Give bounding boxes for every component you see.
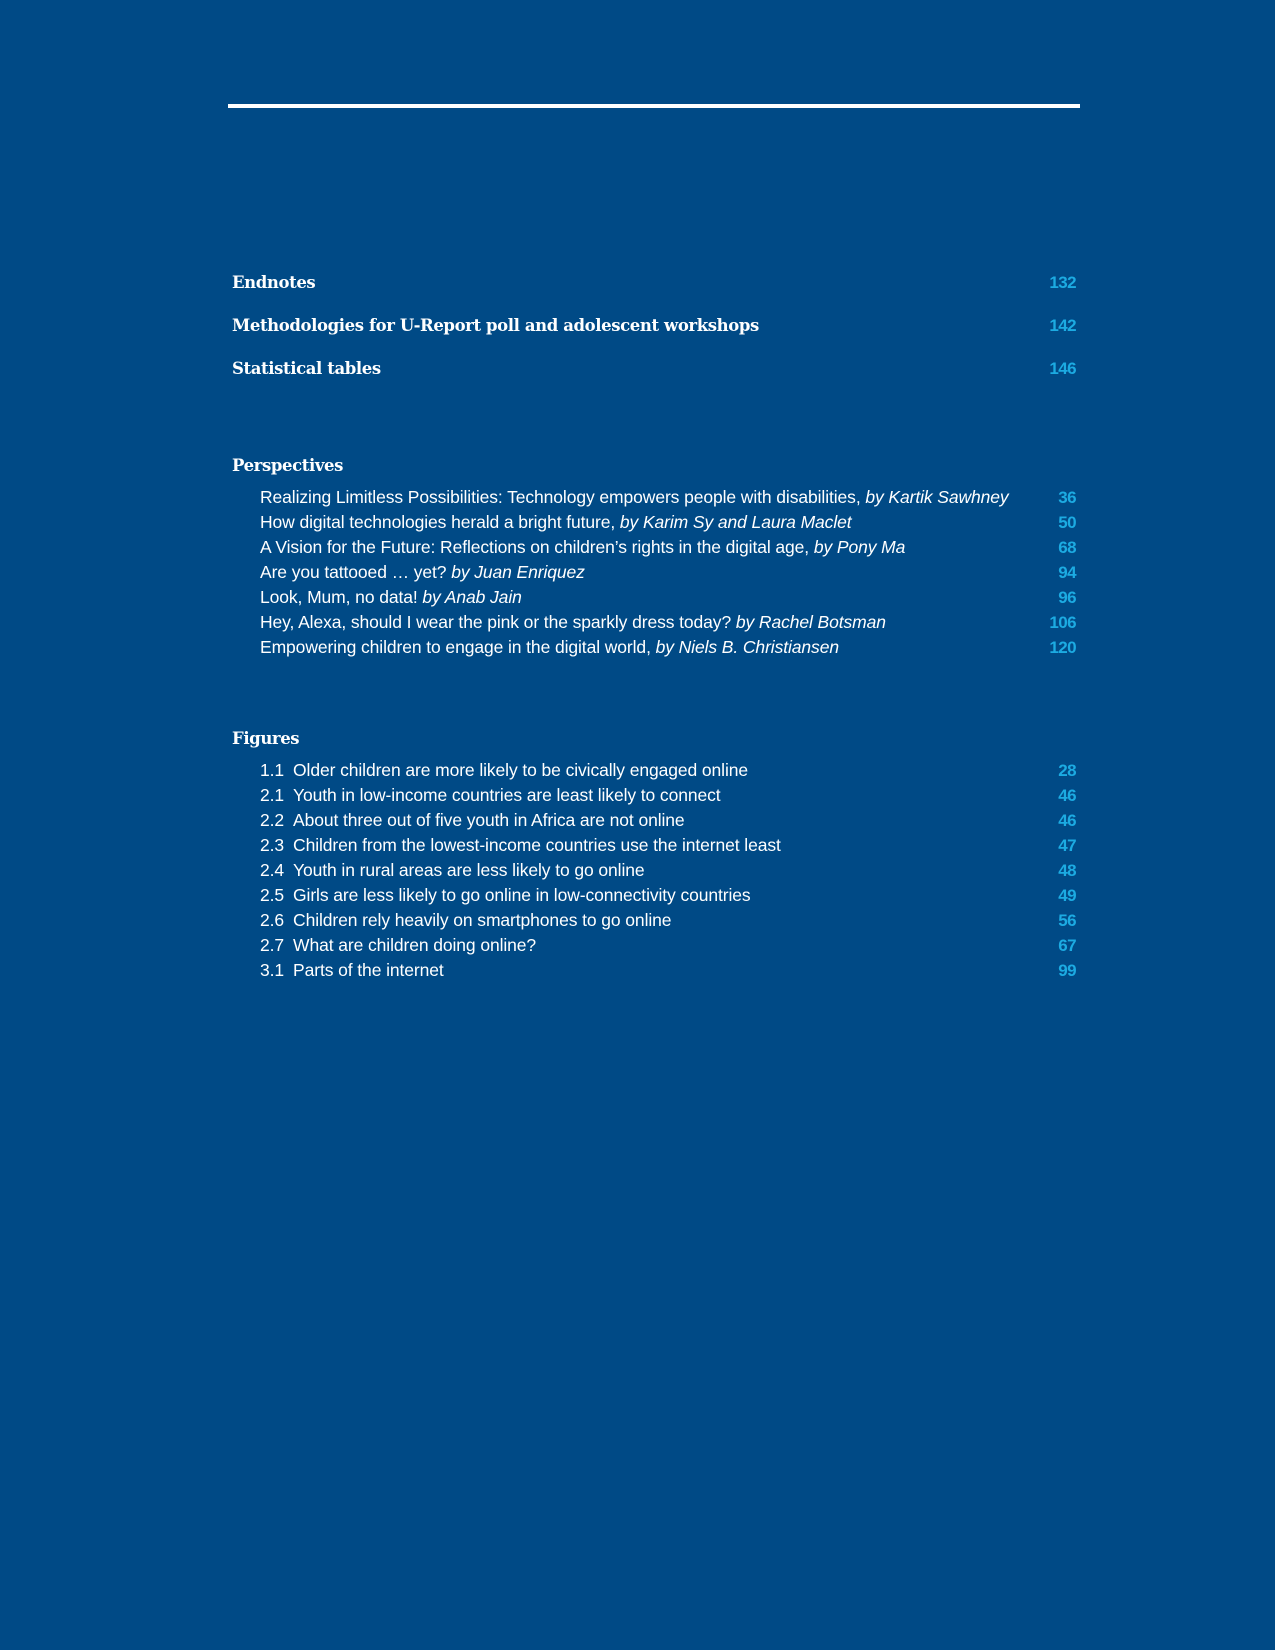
figure-number: 3.1 (260, 960, 285, 980)
list-item[interactable] (260, 908, 1076, 933)
list-item[interactable] (260, 783, 1076, 808)
item-page: 106 (1049, 613, 1076, 632)
item-title: Children rely heavily on smartphones to go online (293, 910, 672, 930)
list-item[interactable] (260, 485, 1076, 510)
item-text (260, 808, 685, 833)
item-title: Realizing Limitless Possibilities: Technology empowers people with disabilities, (260, 487, 866, 507)
figure-number: 2.2 (260, 810, 285, 830)
perspectives-list (260, 485, 1076, 660)
entry-page: 132 (1049, 273, 1076, 292)
item-text (260, 908, 671, 933)
entry-title: Endnotes (232, 273, 316, 292)
item-title: Empowering children to engage in the digital world, (260, 637, 656, 657)
list-item[interactable] (260, 560, 1076, 585)
item-text (260, 610, 886, 635)
item-text (260, 883, 751, 908)
item-title: About three out of five youth in Africa are not online (293, 810, 685, 830)
list-item[interactable] (260, 635, 1076, 660)
item-title: Youth in rural areas are less likely to go online (293, 860, 645, 880)
list-item[interactable] (260, 535, 1076, 560)
toc-entry-methodologies[interactable] (232, 316, 1076, 336)
item-page: 67 (1058, 936, 1076, 955)
item-page: 99 (1058, 961, 1076, 980)
item-title: Older children are more likely to be civically engaged online (293, 760, 749, 780)
item-author: by Anab Jain (422, 587, 522, 607)
list-item[interactable] (260, 933, 1076, 958)
list-item[interactable] (260, 610, 1076, 635)
item-title: Parts of the internet (293, 960, 444, 980)
item-page: 46 (1058, 811, 1076, 830)
entry-page: 142 (1049, 316, 1076, 335)
item-title: Girls are less likely to go online in low-connectivity countries (293, 885, 751, 905)
item-author: by Kartik Sawhney (865, 487, 1009, 507)
item-page: 47 (1058, 836, 1076, 855)
entry-page: 146 (1049, 359, 1076, 378)
item-title: Are you tattooed … yet? (260, 562, 452, 582)
item-author: by Pony Ma (813, 537, 906, 557)
toc-entry-statistical-tables[interactable] (232, 359, 1076, 379)
item-page: 46 (1058, 786, 1076, 805)
item-text (260, 833, 781, 858)
item-author: by Juan Enriquez (451, 562, 585, 582)
item-title: Hey, Alexa, should I wear the pink or the sparkly dress today? (260, 612, 736, 632)
item-text (260, 783, 721, 808)
perspectives-heading: Perspectives (232, 456, 343, 475)
item-title: Youth in low-income countries are least likely to connect (293, 785, 721, 805)
item-title: Children from the lowest-income countries use the internet least (293, 835, 781, 855)
figure-number: 2.6 (260, 910, 285, 930)
item-text (260, 958, 444, 983)
item-page: 96 (1058, 588, 1076, 607)
item-text (260, 858, 645, 883)
item-text (260, 510, 852, 535)
item-page: 36 (1058, 488, 1076, 507)
item-page: 120 (1049, 638, 1076, 657)
figure-number: 2.5 (260, 885, 285, 905)
item-text (260, 485, 1009, 510)
figure-number: 2.7 (260, 935, 285, 955)
toc-entry-endnotes[interactable] (232, 273, 1076, 293)
list-item[interactable] (260, 758, 1076, 783)
item-text (260, 585, 522, 610)
list-item[interactable] (260, 883, 1076, 908)
entry-title: Statistical tables (232, 359, 381, 378)
item-page: 49 (1058, 886, 1076, 905)
figure-number: 2.1 (260, 785, 285, 805)
figure-number: 2.4 (260, 860, 285, 880)
item-text (260, 635, 839, 660)
item-text (260, 560, 585, 585)
item-page: 68 (1058, 538, 1076, 557)
list-item[interactable] (260, 958, 1076, 983)
figures-list (260, 758, 1076, 983)
item-title: Look, Mum, no data! (260, 587, 423, 607)
item-page: 50 (1058, 513, 1076, 532)
list-item[interactable] (260, 833, 1076, 858)
list-item[interactable] (260, 808, 1076, 833)
item-page: 56 (1058, 911, 1076, 930)
list-item[interactable] (260, 510, 1076, 535)
item-title: How digital technologies herald a bright future, (260, 512, 620, 532)
item-text (260, 535, 905, 560)
item-title: A Vision for the Future: Reflections on children’s rights in the digital age, (260, 537, 814, 557)
list-item[interactable] (260, 858, 1076, 883)
top-rule (228, 104, 1080, 108)
figure-number: 1.1 (260, 760, 285, 780)
item-page: 28 (1058, 761, 1076, 780)
list-item[interactable] (260, 585, 1076, 610)
entry-title: Methodologies for U-Report poll and adolescent workshops (232, 316, 759, 335)
item-author: by Karim Sy and Laura Maclet (619, 512, 852, 532)
figures-heading: Figures (232, 729, 300, 748)
item-page: 48 (1058, 861, 1076, 880)
item-page: 94 (1058, 563, 1076, 582)
item-title: What are children doing online? (293, 935, 537, 955)
item-text (260, 758, 748, 783)
item-author: by Rachel Botsman (735, 612, 886, 632)
item-text (260, 933, 536, 958)
figure-number: 2.3 (260, 835, 285, 855)
item-author: by Niels B. Christiansen (655, 637, 839, 657)
